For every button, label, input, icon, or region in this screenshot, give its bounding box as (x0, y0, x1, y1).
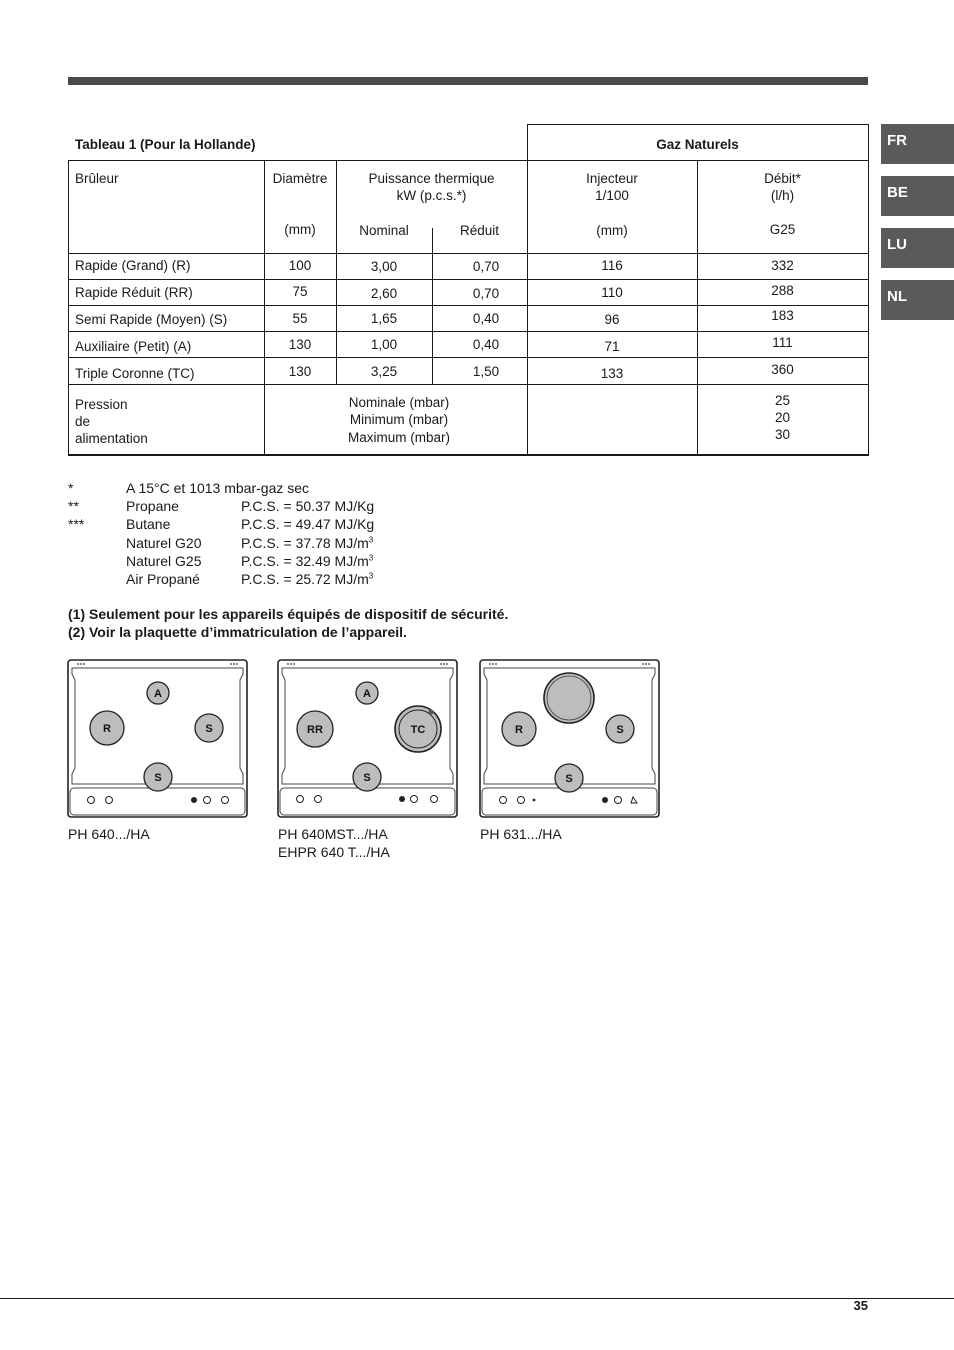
power-header-2: kW (p.c.s.*) (396, 188, 467, 203)
injector-header-2: 1/100 (595, 188, 629, 203)
note-2: (2) Voir la plaquette d’immatriculation de l’appareil. (68, 624, 407, 640)
burner-label: S (205, 723, 213, 735)
diameter-header: Diamètre (272, 171, 328, 186)
nominal-header: Nominal (359, 223, 409, 238)
row-nominal: 3,25 (370, 364, 398, 379)
burner-label: S (154, 772, 162, 784)
model-caption: PH 640MST.../HA (278, 826, 388, 842)
flow-header-2: (l/h) (770, 188, 795, 203)
row-reduced: 1,50 (472, 364, 500, 379)
pressure-nominal-value: 25 (774, 393, 791, 408)
row-reduced: 0,70 (472, 286, 500, 301)
row-name: Rapide Réduit (RR) (75, 285, 193, 300)
superscript: 3 (368, 553, 374, 563)
burner-header: Brûleur (75, 171, 119, 186)
row-name: Triple Coronne (TC) (75, 366, 195, 381)
footnote-mark: * (68, 480, 74, 496)
pressure-label-1: Pression (75, 397, 128, 412)
row-flow: 360 (771, 362, 794, 377)
lang-tab-be[interactable]: BE (881, 176, 954, 216)
pressure-nominal-label: Nominale (mbar) (348, 395, 450, 410)
footnote-label: Naturel G25 (126, 553, 202, 569)
footnote-value (241, 534, 373, 552)
reduced-header: Réduit (459, 223, 500, 238)
row-name: Rapide (Grand) (R) (75, 258, 191, 273)
row-nominal: 1,65 (370, 311, 398, 326)
page-number: 35 (853, 1298, 868, 1313)
footnote-value-text: P.C.S. = 37.78 MJ/m (241, 535, 369, 551)
model-caption: EHPR 640 T.../HA (278, 844, 390, 860)
row-diameter: 130 (288, 364, 312, 379)
injector-unit: (mm) (596, 223, 628, 238)
model-caption: PH 631.../HA (480, 826, 562, 842)
footnote-label: Propane (126, 498, 179, 514)
burner-label: R (103, 723, 111, 735)
footnote-mark: *** (68, 516, 85, 532)
footnote-label: A 15°C et 1013 mbar-gaz sec (126, 480, 310, 496)
footnote-value: P.C.S. = 50.37 MJ/Kg (241, 498, 375, 514)
lang-tab-lu[interactable]: LU (881, 228, 954, 268)
pressure-minimum-value: 20 (774, 410, 791, 425)
note-1: (1) Seulement pour les appareils équipés de dispositif de sécurité. (68, 606, 509, 622)
model-caption: PH 640.../HA (68, 826, 150, 842)
wok-area (544, 673, 594, 723)
row-diameter: 130 (288, 337, 312, 352)
row-reduced: 0,40 (472, 311, 500, 326)
footnote-label: Naturel G20 (126, 535, 202, 551)
row-injector: 110 (601, 285, 623, 300)
hob-diagram-1 (68, 660, 247, 817)
pressure-minimum-label: Minimum (mbar) (349, 412, 449, 427)
footnote-value (241, 552, 373, 570)
row-diameter: 55 (292, 311, 308, 326)
flow-gas: G25 (769, 222, 796, 237)
row-reduced: 0,70 (472, 259, 500, 274)
power-header-1: Puissance thermique (368, 171, 495, 186)
row-nominal: 1,00 (370, 337, 398, 352)
row-injector: 133 (600, 366, 624, 381)
footnote-label: Butane (126, 516, 171, 532)
lang-tab-fr[interactable]: FR (881, 124, 954, 164)
burner-label: A (154, 688, 162, 700)
table-title: Tableau 1 (Pour la Hollande) (75, 137, 256, 152)
footnote-value-text: P.C.S. = 32.49 MJ/m (241, 553, 369, 569)
row-reduced: 0,40 (472, 337, 500, 352)
burner-label: S (363, 772, 371, 784)
footer-rule (0, 1298, 954, 1299)
burner-label: TC (410, 724, 426, 736)
injector-header-1: Injecteur (586, 171, 638, 186)
row-injector: 116 (601, 258, 623, 273)
pressure-maximum-label: Maximum (mbar) (347, 430, 450, 445)
gas-header: Gaz Naturels (656, 137, 739, 152)
row-diameter: 75 (292, 284, 308, 299)
footnote-label: Air Propané (126, 571, 200, 587)
row-diameter: 100 (288, 258, 312, 273)
pressure-label-3: alimentation (75, 431, 148, 446)
superscript: 3 (368, 571, 374, 581)
row-nominal: 3,00 (370, 259, 398, 274)
row-flow: 183 (771, 308, 794, 323)
row-injector: 71 (604, 339, 620, 354)
burner-label: S (565, 773, 573, 785)
gas-table (0, 0, 954, 460)
lang-tab-nl[interactable]: NL (881, 280, 954, 320)
footnote-value-text: P.C.S. = 25.72 MJ/m (241, 571, 369, 587)
hob-diagrams (0, 650, 954, 830)
flow-header-1: Débit* (764, 171, 801, 186)
row-flow: 288 (771, 283, 794, 298)
row-name: Semi Rapide (Moyen) (S) (75, 312, 228, 327)
burner-label: RR (307, 724, 323, 736)
hob-diagram-2 (278, 660, 457, 817)
pressure-label-2: de (75, 414, 91, 429)
row-flow: 111 (772, 335, 793, 350)
row-name: Auxiliaire (Petit) (A) (75, 339, 192, 354)
footnote-value: P.C.S. = 49.47 MJ/Kg (241, 516, 375, 532)
burner-label: S (616, 724, 624, 736)
footnote-mark: ** (68, 498, 79, 514)
burner-label: R (515, 724, 523, 736)
row-injector: 96 (604, 312, 620, 327)
footnote-value (241, 570, 373, 588)
pressure-maximum-value: 30 (774, 427, 791, 442)
row-nominal: 2,60 (370, 286, 398, 301)
hob-diagram-3 (480, 660, 659, 817)
diameter-unit: (mm) (284, 222, 316, 237)
row-flow: 332 (771, 258, 794, 273)
superscript: 3 (368, 535, 374, 545)
burner-label: A (363, 688, 371, 700)
